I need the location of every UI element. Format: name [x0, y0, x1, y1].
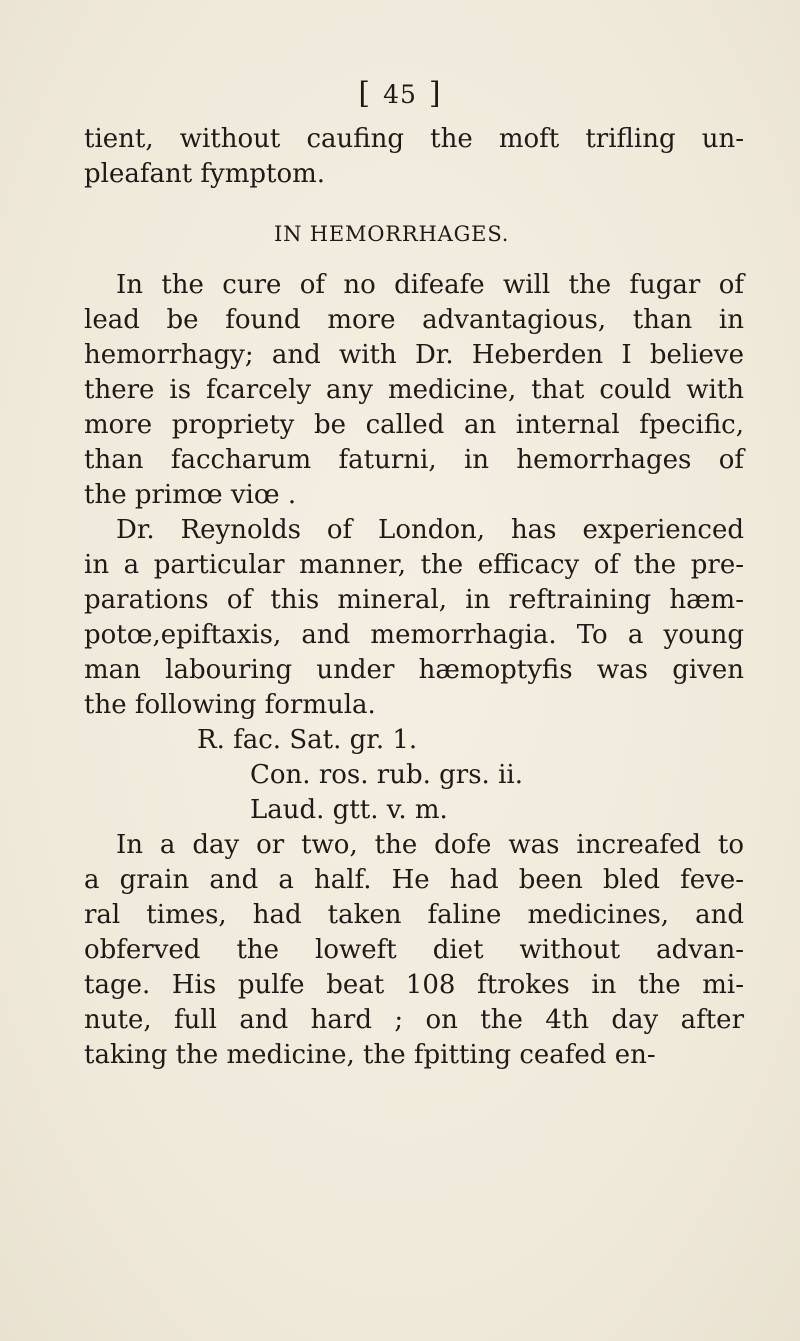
continuation-paragraph: [84, 122, 744, 192]
text-line: potœ,epiftaxis, and memorrhagia. To a young: [84, 620, 744, 650]
text-line: lead be found more advantagious, than in: [84, 305, 744, 335]
prescription-formula: [84, 723, 744, 828]
header-open-bracket: [: [358, 76, 372, 111]
text-line: in a particular manner, the efficacy of the pre-: [84, 550, 744, 580]
text-line: more propriety be called an internal fpecific,: [84, 410, 744, 440]
header-close-bracket: ]: [428, 76, 442, 111]
paragraph-dose-increase: [84, 828, 744, 1073]
text-line: obferved the loweft diet without advan-: [84, 935, 744, 965]
text-line: ral times, had taken faline medicines, and: [84, 900, 744, 930]
text-line: nute, full and hard ; on the 4th day after: [84, 1005, 744, 1035]
text-line: In the cure of no difeafe will the fugar of: [116, 270, 744, 300]
page-body: [84, 122, 744, 1073]
text-line: taking the medicine, the fpitting ceafed en-: [84, 1040, 656, 1070]
paragraph-sugar-of-lead: [84, 268, 744, 513]
formula-line-laudanum: Laud. gtt. v. m.: [250, 795, 448, 825]
text-line: In a day or two, the dofe was increafed to: [116, 830, 744, 860]
section-heading: IN HEMORRHAGES.: [274, 222, 510, 246]
text-line: tient, without caufing the moft trifling un-: [84, 124, 744, 154]
text-line: a grain and a half. He had been bled feve-: [84, 865, 744, 895]
text-line: tage. His pulfe beat 108 ftrokes in the mi-: [84, 970, 744, 1000]
page-header: [0, 76, 800, 113]
text-line: parations of this mineral, in reftraining hæm-: [84, 585, 744, 615]
text-line: than faccharum faturni, in hemorrhages of: [84, 445, 744, 475]
text-line: the following formula.: [84, 690, 376, 720]
text-line: Dr. Reynolds of London, has experienced: [116, 515, 744, 545]
text-line: hemorrhagy; and with Dr. Heberden I believe: [84, 340, 744, 370]
page-number: 45: [383, 80, 417, 109]
text-line: pleafant fymptom.: [84, 159, 326, 189]
text-line: there is fcarcely any medicine, that could with: [84, 375, 744, 405]
text-line: man labouring under hæmoptyfis was given: [84, 655, 744, 685]
formula-line-conserve: Con. ros. rub. grs. ii.: [250, 760, 523, 790]
text-line: the primœ viœ .: [84, 480, 297, 510]
formula-line-recipe: R. fac. Sat. gr. 1.: [197, 725, 418, 755]
paragraph-dr-reynolds: [84, 513, 744, 723]
